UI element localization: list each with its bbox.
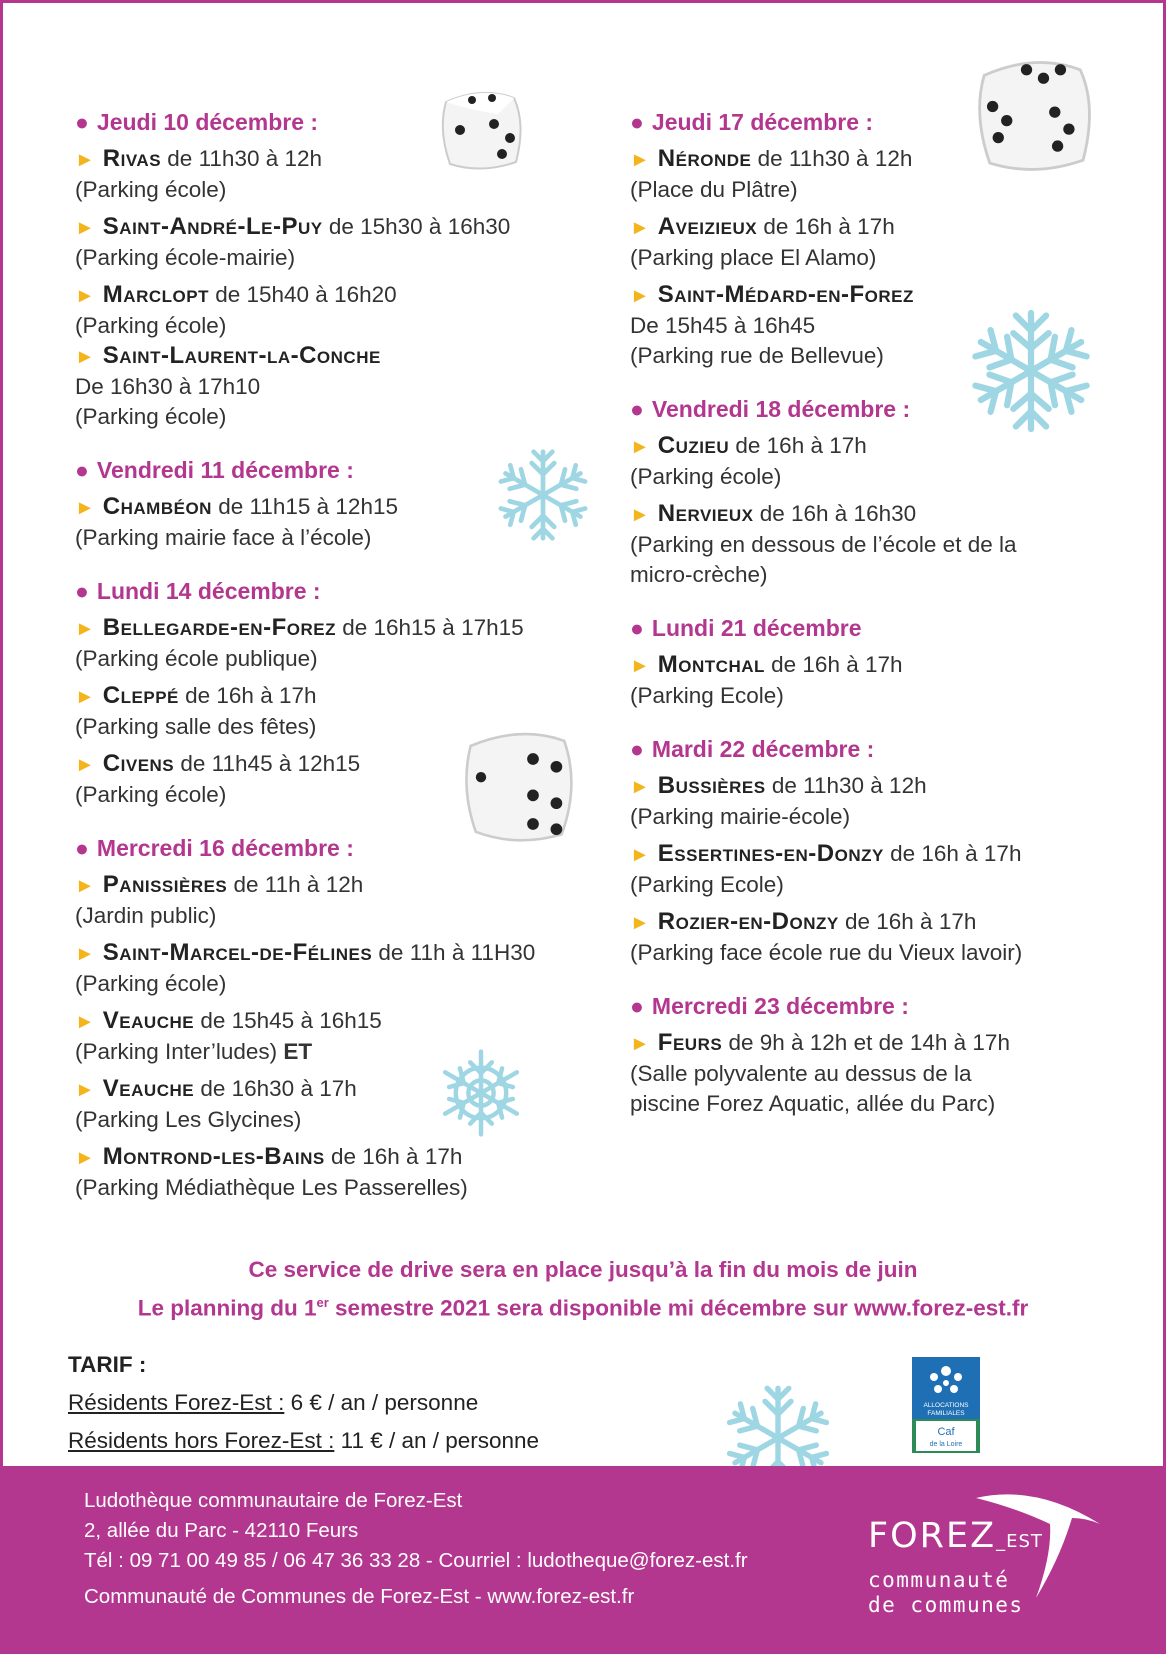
arrow-icon: ► xyxy=(75,285,95,307)
day-block xyxy=(630,735,1110,968)
arrow-icon: ► xyxy=(630,1033,650,1055)
day-block xyxy=(75,834,615,1203)
stop-entry: ► Saint-Médard-en-Forez De 15h45 à 16h45 (Parking rue de Bellevue) xyxy=(630,281,914,368)
day-heading: ● Mercredi 23 décembre : xyxy=(630,993,909,1019)
arrow-icon: ► xyxy=(75,875,95,897)
stop-entry: ► Néronde de 11h30 à 12h (Place du Plâtre) xyxy=(630,145,913,202)
stop-entry: ► Veauche de 16h30 à 17h (Parking Les Glycines) xyxy=(75,1075,357,1132)
arrow-icon: ► xyxy=(630,912,650,934)
day-heading: ● Mercredi 16 décembre : xyxy=(75,835,354,861)
arrow-icon: ► xyxy=(630,285,650,307)
tarif-section xyxy=(68,1346,539,1460)
stop-entry: ► Civens de 11h45 à 12h15 (Parking école) xyxy=(75,750,361,807)
arrow-icon: ► xyxy=(630,655,650,677)
arrow-icon: ► xyxy=(75,497,95,519)
arrow-icon: ► xyxy=(75,1147,95,1169)
stop-entry: ► Veauche de 15h45 à 16h15 (Parking Inter’ludes) ET xyxy=(75,1007,382,1064)
arrow-icon: ► xyxy=(630,436,650,458)
day-block xyxy=(75,108,615,432)
day-block xyxy=(75,577,615,810)
stop-entry: ► Cuzieu de 16h à 17h (Parking école) xyxy=(630,432,867,489)
arrow-icon: ► xyxy=(75,943,95,965)
day-heading: ● Vendredi 18 décembre : xyxy=(630,396,911,422)
day-heading: ● Jeudi 17 décembre : xyxy=(630,109,874,135)
day-heading: ● Vendredi 11 décembre : xyxy=(75,457,354,483)
forez-est-logo xyxy=(866,1488,1106,1638)
footer-line: Communauté de Communes de Forez-Est - www.forez-est.fr xyxy=(84,1585,635,1608)
arrow-icon: ► xyxy=(630,217,650,239)
arrow-icon: ► xyxy=(75,754,95,776)
day-heading: ● Lundi 14 décembre : xyxy=(75,578,321,604)
arrow-icon: ► xyxy=(630,776,650,798)
day-block xyxy=(630,108,1110,371)
footer-line: Ludothèque communautaire de Forez-Est xyxy=(84,1489,463,1512)
notice-line-1: Ce service de drive sera en place jusqu’à la fin du mois de juin xyxy=(248,1257,918,1282)
arrow-icon: ► xyxy=(75,618,95,640)
arrow-icon: ► xyxy=(630,504,650,526)
caf-logo xyxy=(912,1357,980,1453)
arrow-icon: ► xyxy=(75,686,95,708)
stop-entry: ► Bellegarde-en-Forez de 16h15 à 17h15 (Parking école publique) xyxy=(75,614,524,671)
day-heading: ● Jeudi 10 décembre : xyxy=(75,109,319,135)
day-block xyxy=(75,456,615,553)
stop-entry: ► Montchal de 16h à 17h (Parking Ecole) xyxy=(630,651,903,708)
tarif-residents: Résidents Forez-Est : 6 € / an / personne xyxy=(68,1390,479,1415)
tarif-title: TARIF : xyxy=(68,1352,147,1377)
svg-text:FAMILIALES: FAMILIALES xyxy=(927,1410,965,1417)
stop-entry: ► Cleppé de 16h à 17h (Parking salle des fêtes) xyxy=(75,682,317,739)
logo-subtitle: communauté de communes xyxy=(868,1568,1024,1617)
svg-text:Caf: Caf xyxy=(937,1426,955,1438)
tarif-non-residents: Résidents hors Forez-Est : 11 € / an / personne xyxy=(68,1428,540,1453)
notice-line-2: Le planning du 1er semestre 2021 sera disponible mi décembre sur www.forez-est.fr xyxy=(137,1295,1029,1321)
service-notice xyxy=(0,1253,1166,1325)
svg-text:ALLOCATIONS: ALLOCATIONS xyxy=(923,1402,969,1409)
svg-text:de la Loire: de la Loire xyxy=(929,1441,963,1448)
stop-entry: ► Aveizieux de 16h à 17h (Parking place El Alamo) xyxy=(630,213,895,270)
stop-entry: ► Montrond-les-Bains de 16h à 17h (Parking Médiathèque Les Passerelles) xyxy=(75,1143,468,1200)
footer-band xyxy=(0,1466,1166,1654)
stop-entry: ► Saint-André-Le-Puy de 15h30 à 16h30 (Parking école-mairie) xyxy=(75,213,511,270)
stop-entry: ► Essertines-en-Donzy de 16h à 17h (Parking Ecole) xyxy=(630,840,1022,897)
day-block xyxy=(630,395,1110,590)
logo-name: FOREZ_EST xyxy=(868,1516,1043,1556)
stop-entry: ► Bussières de 11h30 à 12h (Parking mairie-école) xyxy=(630,772,927,829)
stop-entry: ► Feurs de 9h à 12h et de 14h à 17h (Salle polyvalente au dessus de la piscine Forez Aquatic, allée du Parc) xyxy=(630,1029,1010,1116)
arrow-icon: ► xyxy=(75,1011,95,1033)
arrow-icon: ► xyxy=(75,1079,95,1101)
day-heading: ● Lundi 21 décembre xyxy=(630,615,862,641)
arrow-icon: ► xyxy=(630,149,650,171)
footer-line: 2, allée du Parc - 42110 Feurs xyxy=(84,1519,359,1542)
footer-line: Tél : 09 71 00 49 85 / 06 47 36 33 28 - Courriel : ludotheque@forez-est.fr xyxy=(84,1549,748,1572)
day-block xyxy=(630,614,1110,711)
footer-address xyxy=(84,1486,748,1612)
stop-entry: ► Nervieux de 16h à 16h30 (Parking en dessous de l’école et de la micro-crèche) xyxy=(630,500,1017,587)
stop-entry: ► Saint-Laurent-la-Conche De 16h30 à 17h10 (Parking école) xyxy=(75,342,381,429)
arrow-icon: ► xyxy=(630,844,650,866)
schedule-right-column xyxy=(630,108,1110,1143)
day-heading: ● Mardi 22 décembre : xyxy=(630,736,875,762)
stop-entry: ► Panissières de 11h à 12h (Jardin public) xyxy=(75,871,364,928)
stop-entry: ► Rivas de 11h30 à 12h (Parking école) xyxy=(75,145,323,202)
arrow-icon: ► xyxy=(75,217,95,239)
stop-entry: ► Chambéon de 11h15 à 12h15 (Parking mairie face à l’école) xyxy=(75,493,398,550)
stop-entry: ► Saint-Marcel-de-Félines de 11h à 11H30 (Parking école) xyxy=(75,939,536,996)
stop-entry: ► Marclopt de 15h40 à 16h20 (Parking école) xyxy=(75,281,397,338)
day-block xyxy=(630,992,1110,1119)
arrow-icon: ► xyxy=(75,346,95,368)
arrow-icon: ► xyxy=(75,149,95,171)
stop-entry: ► Rozier-en-Donzy de 16h à 17h (Parking face école rue du Vieux lavoir) xyxy=(630,908,1023,965)
schedule-left-column xyxy=(75,108,615,1227)
